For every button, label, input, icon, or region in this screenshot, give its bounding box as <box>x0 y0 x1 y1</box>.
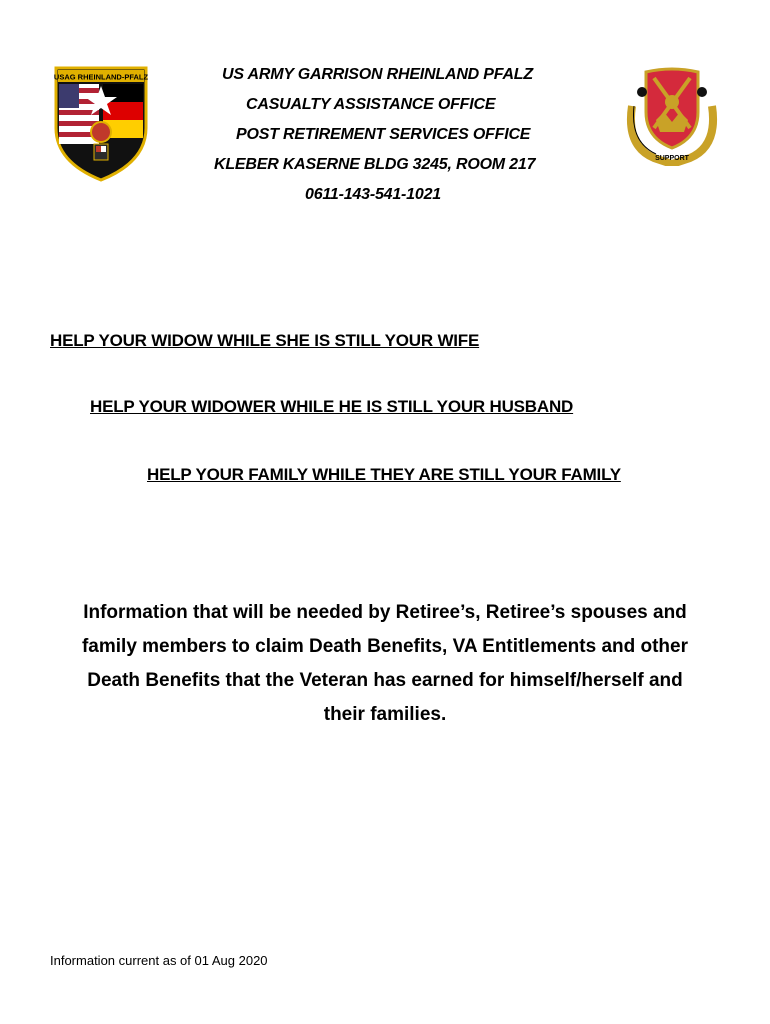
installation-management-crest-icon <box>624 66 720 171</box>
info-line: family members to claim Death Benefits, VA Entitlements and other <box>81 636 689 657</box>
footer-date-note: Information current as of 01 Aug 2020 <box>50 953 268 968</box>
usag-rheinland-pfalz-shield-icon <box>54 66 148 187</box>
header-line-garrison: US ARMY GARRISON RHEINLAND PFALZ <box>222 66 533 83</box>
info-paragraph <box>50 596 720 732</box>
info-line: their families. <box>323 704 447 725</box>
left-logo-text: USAG RHEINLAND-PFALZ <box>54 72 148 82</box>
info-line: Information that will be needed by Retiree’s, Retiree’s spouses and <box>83 602 687 623</box>
right-logo-text: SUPPORT <box>655 155 689 162</box>
header-line-address: KLEBER KASERNE BLDG 3245, ROOM 217 <box>214 156 536 173</box>
emphasis-family: HELP YOUR FAMILY WHILE THEY ARE STILL YOUR FAMILY <box>147 465 621 484</box>
info-line: Death Benefits that the Veteran has earned for himself/herself and <box>87 670 683 691</box>
header-line-phone: 0611-143-541-1021 <box>305 186 441 203</box>
header-line-retirement-office: POST RETIREMENT SERVICES OFFICE <box>236 126 531 143</box>
emphasis-widower: HELP YOUR WIDOWER WHILE HE IS STILL YOUR HUSBAND <box>90 397 574 416</box>
emphasis-widow: HELP YOUR WIDOW WHILE SHE IS STILL YOUR WIFE <box>50 331 480 350</box>
header-line-casualty-office: CASUALTY ASSISTANCE OFFICE <box>246 96 496 113</box>
